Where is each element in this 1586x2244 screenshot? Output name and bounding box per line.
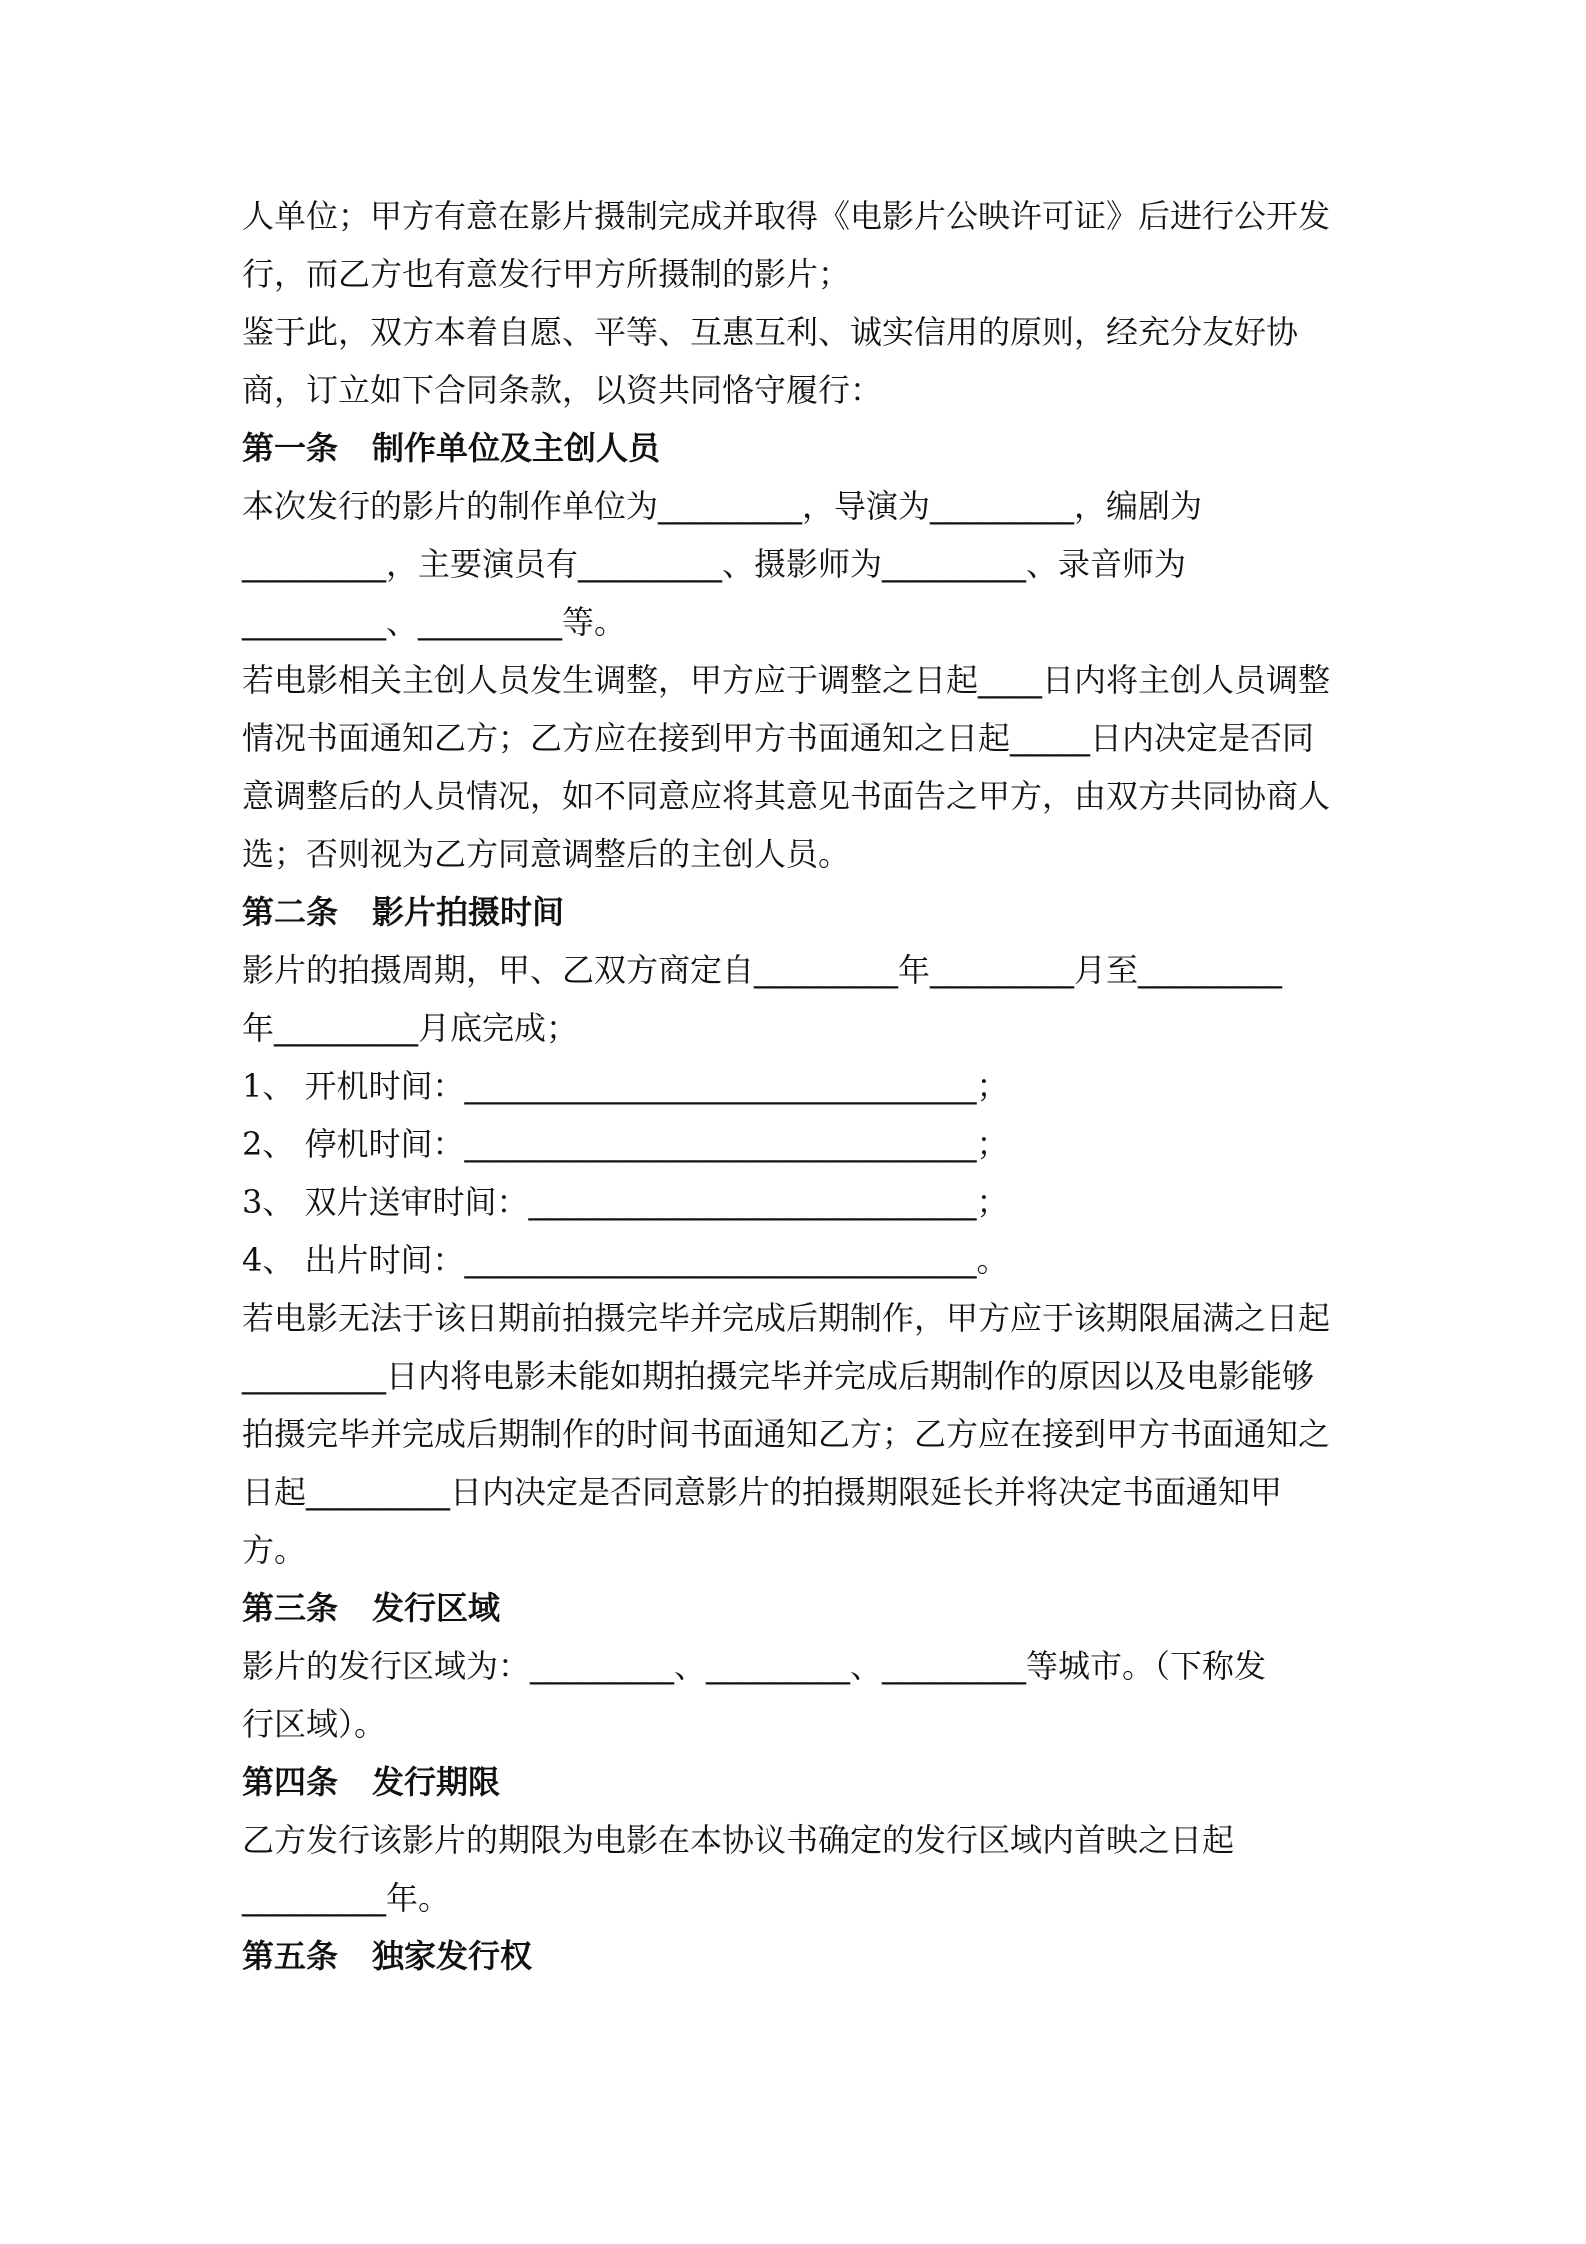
article-1-heading <box>242 419 1352 477</box>
article-1-line-3: _________、_________等。 <box>242 603 627 641</box>
article-5-title: 独家发行权 <box>372 1937 533 1975</box>
article-5-number: 第五条 <box>242 1937 339 1975</box>
article-2-delay-line-1: 若电影无法于该日期前拍摄完毕并完成后期制作，甲方应于该期限届满之日起 <box>242 1299 1331 1337</box>
schedule-item-1-number: 1、 <box>242 1067 295 1105</box>
schedule-item-1 <box>242 1057 1352 1115</box>
schedule-item-2-text: 停机时间：________________________________； <box>294 1125 1009 1163</box>
document-page <box>242 187 1352 1985</box>
schedule-item-1-text: 开机时间：________________________________； <box>294 1067 1009 1105</box>
article-3-line-2: 行区域）。 <box>242 1705 387 1743</box>
article-1-line-4: 若电影相关主创人员发生调整，甲方应于调整之日起____日内将主创人员调整 <box>242 661 1331 699</box>
schedule-item-2 <box>242 1115 1352 1173</box>
article-3-number: 第三条 <box>242 1589 339 1627</box>
article-1-line-7: 选；否则视为乙方同意调整后的主创人员。 <box>242 835 851 873</box>
article-4-title: 发行期限 <box>372 1763 501 1801</box>
schedule-item-4 <box>242 1231 1352 1289</box>
schedule-item-2-number: 2、 <box>242 1125 295 1163</box>
article-2-heading <box>242 883 1352 941</box>
article-1-line-1: 本次发行的影片的制作单位为_________，导演为_________，编剧为 <box>242 487 1203 525</box>
article-3-heading <box>242 1579 1352 1637</box>
article-4-line-2: _________年。 <box>242 1879 451 1917</box>
intro-line-2: 行，而乙方也有意发行甲方所摄制的影片； <box>242 255 851 293</box>
intro-line-4: 商，订立如下合同条款，以资共同恪守履行： <box>242 371 883 409</box>
article-1-number: 第一条 <box>242 429 339 467</box>
schedule-item-3-number: 3、 <box>242 1183 295 1221</box>
schedule-item-4-text: 出片时间：________________________________。 <box>294 1241 1009 1279</box>
article-4-number: 第四条 <box>242 1763 339 1801</box>
article-2-number: 第二条 <box>242 893 339 931</box>
article-2-title: 影片拍摄时间 <box>372 893 565 931</box>
intro-line-1: 人单位；甲方有意在影片摄制完成并取得《电影片公映许可证》后进行公开发 <box>242 197 1331 235</box>
article-2-delay-line-5: 方。 <box>242 1531 307 1569</box>
article-3-title: 发行区域 <box>372 1589 501 1627</box>
article-1-line-5: 情况书面通知乙方；乙方应在接到甲方书面通知之日起_____日内决定是否同 <box>242 719 1315 757</box>
schedule-item-4-number: 4、 <box>242 1241 295 1279</box>
article-2-delay-line-2: _________日内将电影未能如期拍摄完毕并完成后期制作的原因以及电影能够 <box>242 1357 1315 1395</box>
schedule-item-3 <box>242 1173 1352 1231</box>
schedule-item-3-text: 双片送审时间：____________________________； <box>294 1183 1009 1221</box>
article-1-title: 制作单位及主创人员 <box>372 429 661 467</box>
article-5-heading <box>242 1927 1352 1985</box>
article-1-line-6: 意调整后的人员情况，如不同意应将其意见书面告之甲方，由双方共同协商人 <box>242 777 1331 815</box>
article-2-line-1: 影片的拍摄周期，甲、乙双方商定自_________年_________月至_________ <box>242 951 1283 989</box>
article-3-line-1: 影片的发行区域为：_________、_________、_________等城市。（下称发 <box>242 1647 1267 1685</box>
article-2-line-2: 年_________月底完成； <box>242 1009 579 1047</box>
article-1-line-2: _________，主要演员有_________、摄影师为_________、录音师为 <box>242 545 1187 583</box>
article-4-line-1: 乙方发行该影片的期限为电影在本协议书确定的发行区域内首映之日起 <box>242 1821 1235 1859</box>
article-2-delay-line-4: 日起_________日内决定是否同意影片的拍摄期限延长并将决定书面通知甲 <box>242 1473 1283 1511</box>
article-4-heading <box>242 1753 1352 1811</box>
intro-line-3: 鉴于此，双方本着自愿、平等、互惠互利、诚实信用的原则，经充分友好协 <box>242 313 1299 351</box>
article-2-delay-line-3: 拍摄完毕并完成后期制作的时间书面通知乙方；乙方应在接到甲方书面通知之 <box>242 1415 1331 1453</box>
